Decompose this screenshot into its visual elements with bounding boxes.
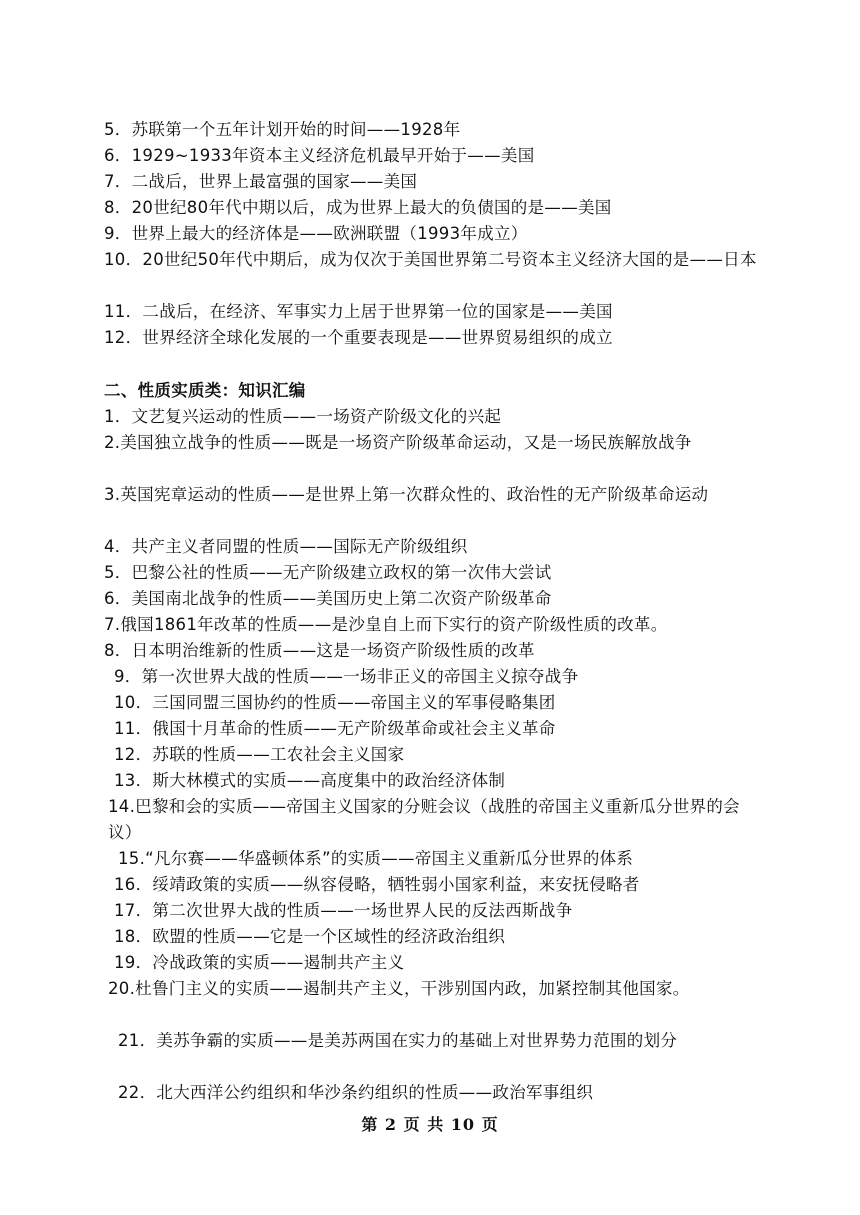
list-item: 7．二战后，世界上最富强的国家——美国 bbox=[104, 172, 418, 191]
page-footer: 第 2 页 共 10 页 bbox=[361, 1115, 499, 1134]
list-item: 3.英国宪章运动的性质——是世界上第一次群众性的、政治性的无产阶级革命运动 bbox=[104, 485, 709, 504]
list-item: 6．美国南北战争的性质——美国历史上第二次资产阶级革命 bbox=[104, 589, 552, 608]
list-item: 15.“凡尔赛——华盛顿体系”的实质——帝国主义重新瓜分世界的体系 bbox=[118, 849, 634, 868]
list-item: 9．世界上最大的经济体是——欧洲联盟（1993年成立） bbox=[104, 224, 528, 243]
list-item: 4．共产主义者同盟的性质——国际无产阶级组织 bbox=[104, 537, 468, 556]
list-item: 19．冷战政策的实质——遏制共产主义 bbox=[114, 953, 405, 972]
list-item: 20.杜鲁门主义的实质——遏制共产主义，干涉别国内政，加紧控制其他国家。 bbox=[108, 979, 690, 998]
list-item: 10．20世纪50年代中期后，成为仅次于美国世界第二号资本主义经济大国的是——日本 bbox=[104, 250, 757, 269]
list-item: 8．日本明治维新的性质——这是一场资产阶级性质的改革 bbox=[104, 641, 535, 660]
list-item: 7.俄国1861年改革的性质——是沙皇自上而下实行的资产阶级性质的改革。 bbox=[104, 615, 668, 634]
list-item: 18．欧盟的性质——它是一个区域性的经济政治组织 bbox=[114, 927, 506, 946]
list-item: 13．斯大林模式的实质——高度集中的政治经济体制 bbox=[114, 771, 506, 790]
list-item: 8．20世纪80年代中期以后，成为世界上最大的负债国的是——美国 bbox=[104, 198, 612, 217]
list-item: 12．世界经济全球化发展的一个重要表现是——世界贸易组织的成立 bbox=[104, 328, 613, 347]
section-heading: 二、性质实质类：知识汇编 bbox=[104, 381, 306, 400]
list-item: 9．第一次世界大战的性质——一场非正义的帝国主义掠夺战争 bbox=[114, 667, 579, 686]
list-item: 14.巴黎和会的实质——帝国主义国家的分赃会议（战胜的帝国主义重新瓜分世界的会议） bbox=[108, 797, 740, 842]
list-item: 2.美国独立战争的性质——既是一场资产阶级革命运动，又是一场民族解放战争 bbox=[104, 433, 692, 452]
list-item: 16．绥靖政策的实质——纵容侵略，牺牲弱小国家利益，来安抚侵略者 bbox=[114, 875, 640, 894]
list-item: 5．巴黎公社的性质——无产阶级建立政权的第一次伟大尝试 bbox=[104, 563, 552, 582]
list-item: 1．文艺复兴运动的性质——一场资产阶级文化的兴起 bbox=[104, 407, 502, 426]
list-item: 11．二战后，在经济、军事实力上居于世界第一位的国家是——美国 bbox=[104, 302, 613, 321]
list-item: 6．1929~1933年资本主义经济危机最早开始于——美国 bbox=[104, 146, 535, 165]
list-item: 5．苏联第一个五年计划开始的时间——1928年 bbox=[104, 120, 461, 139]
list-item: 11．俄国十月革命的性质——无产阶级革命或社会主义革命 bbox=[114, 719, 556, 738]
list-item: 10．三国同盟三国协约的性质——帝国主义的军事侵略集团 bbox=[114, 693, 556, 712]
list-item: 12．苏联的性质——工农社会主义国家 bbox=[114, 745, 405, 764]
list-item: 17．第二次世界大战的性质——一场世界人民的反法西斯战争 bbox=[114, 901, 573, 920]
list-item: 22．北大西洋公约组织和华沙条约组织的性质——政治军事组织 bbox=[118, 1083, 594, 1102]
list-item: 21．美苏争霸的实质——是美苏两国在实力的基础上对世界势力范围的划分 bbox=[118, 1031, 678, 1050]
